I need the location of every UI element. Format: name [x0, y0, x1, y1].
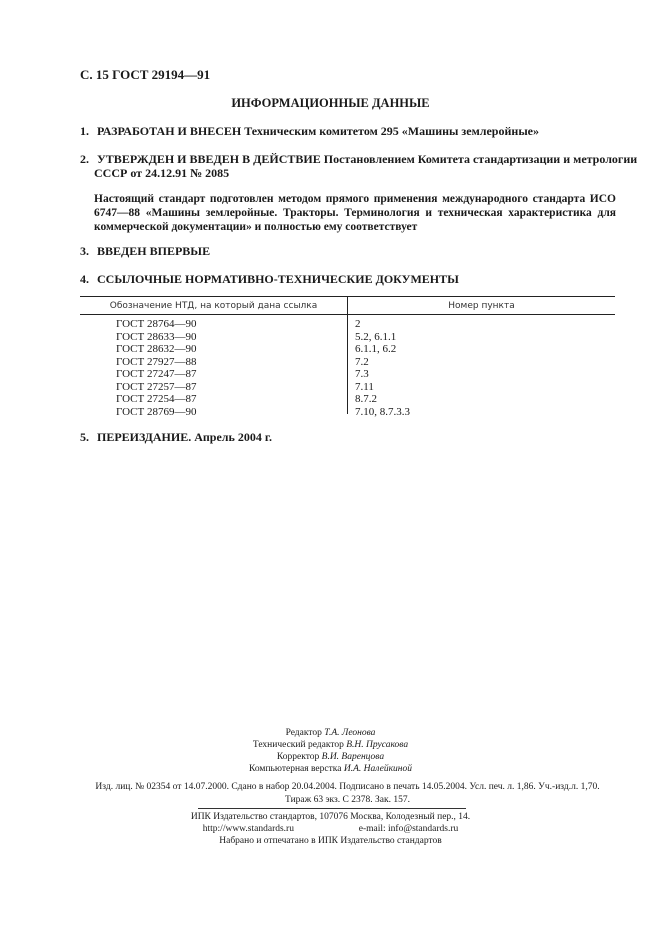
publisher-separator [198, 808, 466, 809]
table-cell-document: ГОСТ 27257—87 [116, 380, 197, 393]
table-cell-document: ГОСТ 27927—88 [116, 355, 197, 368]
table-header-clause: Номер пункта [448, 301, 515, 311]
publisher-email: e-mail: info@standards.ru [358, 824, 459, 834]
table-cell-document: ГОСТ 28633—90 [116, 330, 197, 343]
page-header: С. 15 ГОСТ 29194—91 [80, 67, 211, 82]
table-cell-clause: 2 [355, 318, 361, 330]
section-number: 1. [80, 124, 89, 138]
imprint-line-2: Тираж 63 экз. С 2378. Зак. 157. [285, 795, 410, 805]
section-number: 4. [80, 272, 89, 286]
table-column-divider [347, 296, 348, 414]
publisher-contacts [0, 823, 661, 835]
publisher-address: ИПК Издательство стандартов, 107076 Москва, Колодезный пер., 14. [190, 812, 471, 822]
credits-block [0, 727, 661, 775]
imprint-line-1: Изд. лиц. № 02354 от 14.07.2000. Сдано в набор 20.04.2004. Подписано в печать 14.05.2004. Усл. печ. л. 1,86. Уч.-изд.л. 1,70. [95, 782, 600, 792]
publisher-block [0, 811, 661, 847]
table-cell-clause: 5.2, 6.1.1 [355, 330, 397, 343]
section-heading: УТВЕРЖДЕН И ВВЕДЕН В ДЕЙСТВИЕ Постановлением Комитета стандартизации и метрологии [97, 152, 638, 166]
table-cell-clause: 7.10, 8.7.3.3 [355, 405, 410, 418]
section-number: 5. [80, 430, 89, 444]
section-1 [80, 124, 539, 139]
table-cell-document: ГОСТ 28769—90 [116, 405, 197, 418]
table-cell-document: ГОСТ 28632—90 [116, 343, 197, 355]
section-number: 3. [80, 244, 89, 258]
reference-documents-table [80, 296, 615, 416]
publisher-url: http://www.standards.ru [202, 824, 294, 834]
table-column-clauses [355, 318, 410, 418]
table-cell-clause: 7.11 [355, 380, 374, 393]
credit-proofreader: Корректор В.И. Варенцова [276, 752, 385, 762]
table-cell-clause: 7.3 [355, 368, 369, 380]
table-cell-clause: 6.1.1, 6.2 [355, 343, 397, 355]
credit-editor: Редактор Т.А. Леонова [285, 728, 376, 738]
section-4 [80, 272, 459, 287]
imprint-block [80, 781, 615, 807]
section-2 [80, 152, 637, 167]
table-cell-document: ГОСТ 27254—87 [116, 393, 197, 405]
section-heading: ПЕРЕИЗДАНИЕ. Апрель 2004 г. [97, 430, 272, 444]
table-header-document: Обозначение НТД, на который дана ссылка [109, 301, 318, 311]
publisher-printing-note: Набрано и отпечатано в ИПК Издательство стандартов [219, 836, 442, 846]
section-heading: ВВЕДЕН ВПЕРВЫЕ [97, 244, 211, 258]
section-heading: ССЫЛОЧНЫЕ НОРМАТИВНО-ТЕХНИЧЕСКИЕ ДОКУМЕНТЫ [97, 272, 459, 286]
page-title: ИНФОРМАЦИОННЫЕ ДАННЫЕ [231, 96, 430, 110]
section-5 [80, 430, 272, 445]
section-number: 2. [80, 152, 89, 166]
section-3 [80, 244, 210, 259]
table-cell-clause: 8.7.2 [355, 393, 377, 405]
section-heading: РАЗРАБОТАН И ВНЕСЕН Техническим комитетом 295 «Машины землеройные» [97, 124, 540, 138]
credit-technical-editor: Технический редактор В.Н. Прусакова [252, 740, 409, 750]
section-2-line2: СССР от 24.12.91 № 2085 [94, 166, 230, 180]
table-cell-document: ГОСТ 28764—90 [116, 318, 197, 330]
table-column-documents [116, 318, 196, 418]
credit-layout: Компьютерная верстка И.А. Налейкиной [249, 764, 412, 774]
table-cell-clause: 7.2 [355, 355, 369, 368]
table-cell-document: ГОСТ 27247—87 [116, 368, 197, 380]
standard-description-paragraph: Настоящий стандарт подготовлен методом прямого применения международного стандарта ИСО 6747—88 «Машины землеройные. Тракторы. Терминология и техническая характеристика для коммерческой документации» и полностью ему соответствует [94, 193, 616, 233]
